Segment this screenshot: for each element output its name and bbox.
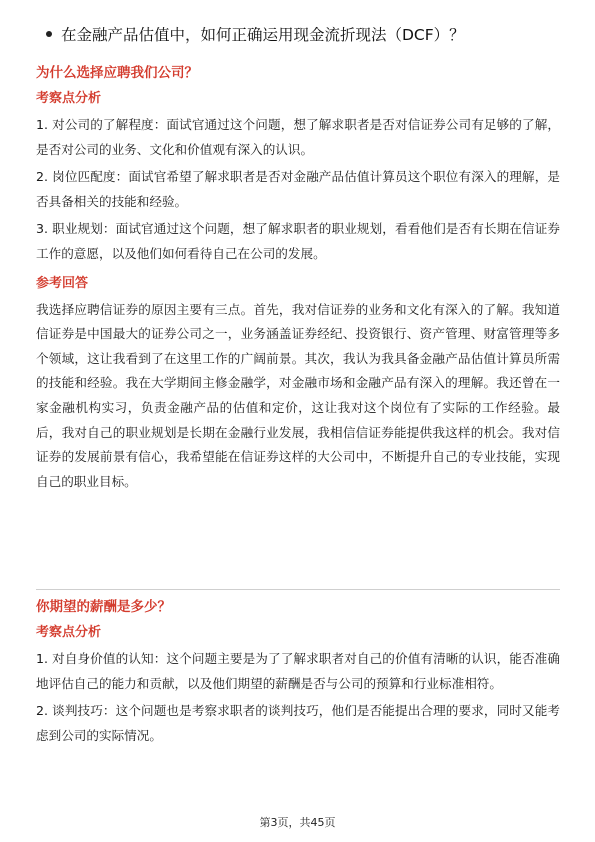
section-divider [36, 589, 560, 590]
answer-heading: 参考回答 [36, 275, 89, 291]
question-title: 你期望的薪酬是多少？ [36, 599, 171, 615]
analysis-point: 1. 对公司的了解程度：面试官通过这个问题，想了解求职者是否对信证券公司有足够的了解，是否对公司的业务、文化和价值观有深入的认识。 [36, 117, 560, 157]
analysis-point: 3. 职业规划：面试官通过这个问题，想了解求职者的职业规划，看看他们是否有长期在信证券工作的意愿，以及他们如何看待自己在公司的发展。 [36, 221, 560, 261]
answer-text: 我选择应聘信证券的原因主要有三点。首先，我对信证券的业务和文化有深入的了解。我知道信证券是中国最大的证券公司之一，业务涵盖证券经纪、投资银行、资产管理、财富管理等多个领域，这让我看到了在这里工作的广阔前景。其次，我认为我具备金融产品估值计算员所需的技能和经验。我在大学期间主修金融学，对金融市场和金融产品有深入的理解。我还曾在一家金融机构实习，负责金融产品的估值和定价，这让我对这个岗位有了实际的工作经验。最后，我对自己的职业规划是长期在金融行业发展，我相信信证券能提供我这样的机会。我对信证券的发展前景有信心，我希望能在信证券这样的大公司中，不断提升自己的专业技能，实现自己的职业目标。 [36, 301, 560, 489]
bullet-dot-icon [46, 31, 52, 37]
analysis-point: 1. 对自身价值的认知：这个问题主要是为了了解求职者对自己的价值有清晰的认识，能否准确地评估自己的能力和贡献，以及他们期望的薪酬是否与公司的预算和行业标准相符。 [36, 651, 560, 691]
top-question-text: 在金融产品估值中，如何正确运用现金流折现法（DCF）？ [61, 26, 465, 44]
analysis-heading: 考察点分析 [36, 625, 102, 640]
analysis-heading: 考察点分析 [36, 91, 102, 106]
section-why-company [36, 62, 560, 494]
question-title: 为什么选择应聘我们公司？ [36, 65, 198, 81]
top-question [46, 22, 566, 48]
page-number: 第3页，共45页 [259, 816, 336, 829]
section-salary [36, 596, 560, 748]
analysis-point: 2. 谈判技巧：这个问题也是考察求职者的谈判技巧，他们是否能提出合理的要求，同时又能考虑到公司的实际情况。 [36, 703, 560, 743]
analysis-point: 2. 岗位匹配度：面试官希望了解求职者是否对金融产品估值计算员这个职位有深入的理解，是否具备相关的技能和经验。 [36, 169, 560, 209]
